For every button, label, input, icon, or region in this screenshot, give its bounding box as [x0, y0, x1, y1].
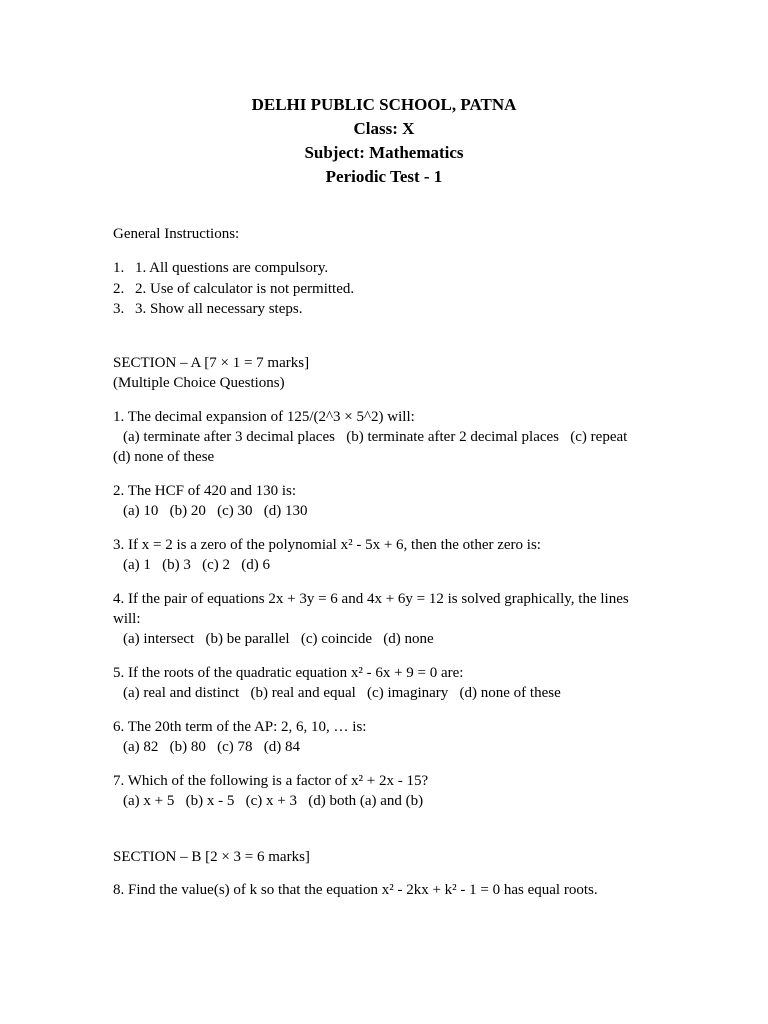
question-5	[113, 663, 653, 703]
test-paper	[113, 93, 653, 900]
question-text: 2. The HCF of 420 and 130 is:	[113, 482, 297, 499]
question-options: (a) intersect (b) be parallel (c) coincide (d) none	[123, 630, 434, 647]
question-options: (a) 1 (b) 3 (c) 2 (d) 6	[123, 556, 271, 573]
question-1	[113, 407, 653, 467]
question-text: 4. If the pair of equations 2x + 3y = 6 and 4x + 6y = 12 is solved graphically, the lines will:	[113, 590, 629, 627]
school-name: DELHI PUBLIC SCHOOL, PATNA	[251, 95, 517, 114]
instruction-item	[113, 258, 653, 279]
section-b	[113, 847, 653, 900]
question-text: 1. The decimal expansion of 125/(2^3 × 5^2) will:	[113, 408, 415, 425]
instruction-text: 2. Use of calculator is not permitted.	[135, 280, 355, 297]
question-text: 3. If x = 2 is a zero of the polynomial x² - 5x + 6, then the other zero is:	[113, 536, 541, 553]
instruction-item	[113, 279, 653, 300]
instructions-list	[113, 258, 653, 320]
question-6	[113, 717, 653, 757]
question-8	[113, 880, 653, 900]
question-4	[113, 589, 653, 649]
question-text: 8. Find the value(s) of k so that the equation x² - 2kx + k² - 1 = 0 has equal roots.	[113, 881, 598, 898]
instruction-text: 1. All questions are compulsory.	[135, 260, 329, 276]
question-text: 5. If the roots of the quadratic equation x² - 6x + 9 = 0 are:	[113, 664, 464, 681]
question-text: 7. Which of the following is a factor of x² + 2x - 15?	[113, 772, 429, 789]
question-7	[113, 771, 653, 811]
options-line: (a) terminate after 3 decimal places (b) terminate after 2 decimal places (c) repeat	[123, 428, 628, 445]
subject-label: Subject: Mathematics	[304, 143, 464, 162]
instruction-number: 3.	[113, 301, 125, 317]
class-label: Class: X	[353, 119, 415, 138]
section-b-title: SECTION – B [2 × 3 = 6 marks]	[113, 848, 310, 865]
question-text: 6. The 20th term of the AP: 2, 6, 10, … is:	[113, 718, 367, 735]
paper-header	[0, 93, 768, 189]
question-options	[113, 427, 653, 467]
test-title: Periodic Test - 1	[325, 167, 443, 186]
instruction-item	[113, 299, 653, 320]
question-options: (a) real and distinct (b) real and equal (c) imaginary (d) none of these	[123, 684, 561, 701]
instruction-number: 1.	[113, 260, 125, 276]
instructions-title: General Instructions:	[113, 226, 240, 242]
instruction-text: 3. Show all necessary steps.	[135, 301, 303, 317]
question-options: (a) x + 5 (b) x - 5 (c) x + 3 (d) both (a) and (b)	[123, 792, 424, 809]
question-2	[113, 481, 653, 521]
question-options: (a) 10 (b) 20 (c) 30 (d) 130	[123, 502, 308, 519]
question-options: (a) 82 (b) 80 (c) 78 (d) 84	[123, 738, 301, 755]
instruction-number: 2.	[113, 280, 125, 297]
section-a	[113, 353, 653, 811]
options-line: (d) none of these	[113, 448, 215, 465]
section-a-title: SECTION – A [7 × 1 = 7 marks]	[113, 354, 310, 371]
section-a-subtitle: (Multiple Choice Questions)	[113, 374, 285, 391]
question-3	[113, 535, 653, 575]
